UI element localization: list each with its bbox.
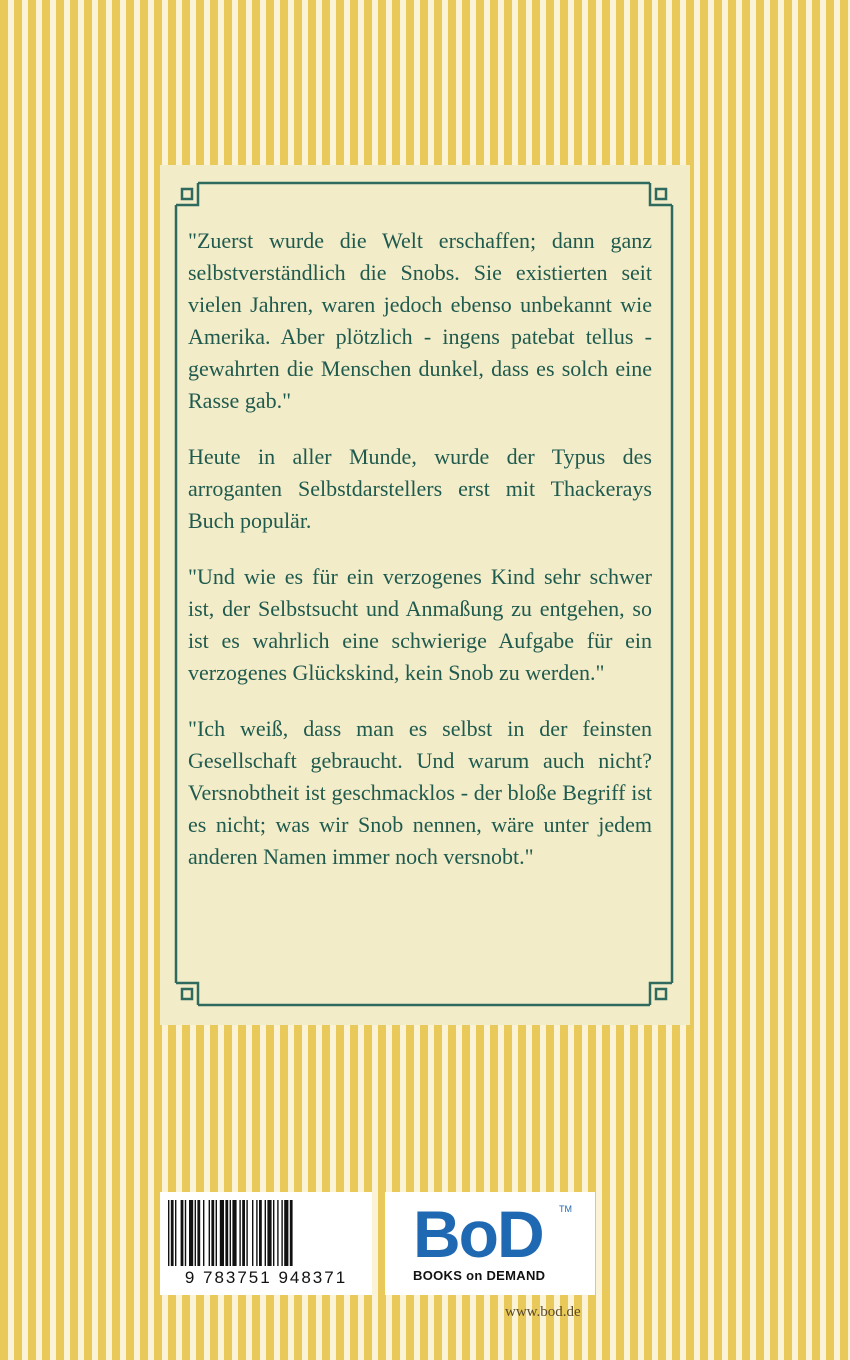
publisher-logo-box xyxy=(385,1192,595,1295)
blurb-text xyxy=(188,225,652,897)
blurb-paragraph-1: "Zuerst wurde die Welt erschaffen; dann ganz selbstverständlich die Snobs. Sie existierten seit vielen Jahren, waren jedoch ebenso unbekannt wie Amerika. Aber plötzlich - ingens patebat tellus - gewahrten die Menschen dunkel, dass es solch eine Rasse gab." xyxy=(188,228,652,413)
trademark-mark: TM xyxy=(559,1204,572,1214)
blurb-paragraph-4: "Ich weiß, dass man es selbst in der feinsten Gesellschaft gebraucht. Und warum auch nicht? Versnobtheit ist geschmacklos - der bloße Begriff ist es nicht; was wir Snob nennen, wäre unter jedem anderen Namen immer noch versnobt." xyxy=(188,716,652,869)
isbn-digits: 9 783751 948371 xyxy=(184,1268,348,1287)
publisher-url: www.bod.de xyxy=(505,1304,581,1320)
publisher-tagline: BOOKS on DEMAND xyxy=(413,1268,546,1283)
blurb-paragraph-2: Heute in aller Munde, wurde der Typus des arroganten Selbstdarstellers erst mit Thackerays Buch populär. xyxy=(188,444,652,533)
bod-logo: BoD xyxy=(413,1197,543,1271)
back-cover-panel xyxy=(160,165,690,1025)
barcode-bars-icon xyxy=(166,1200,366,1266)
blurb-paragraph-3: "Und wie es für ein verzogenes Kind sehr schwer ist, der Selbstsucht und Anmaßung zu entgehen, so ist es wahrlich eine schwierige Aufgabe für ein verzogenes Glückskind, kein Snob zu werden." xyxy=(188,564,652,685)
isbn-barcode xyxy=(160,1192,372,1295)
